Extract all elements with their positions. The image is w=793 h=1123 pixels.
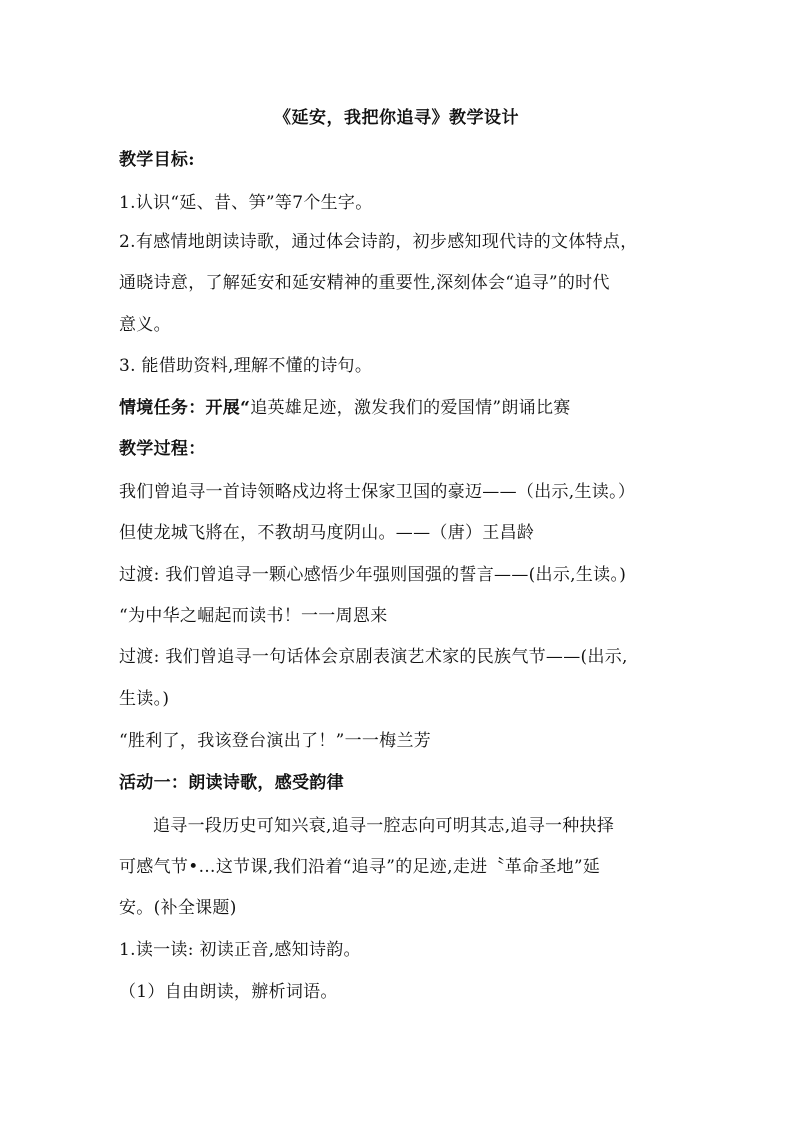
process-paragraph-3: 过渡: 我们曾追寻一颗心感悟少年强则国强的誓言——(出示,生读。) [119, 565, 627, 585]
objectives-heading: 教学目标: [119, 150, 195, 170]
process-paragraph-1: 我们曾追寻一首诗领略戍边将士保家卫国的豪迈——（出示,生读。） [119, 482, 636, 502]
document-title: 《延安，我把你追寻》教学设计 [274, 108, 519, 128]
process-paragraph-2: 但使龙城飞將在，不教胡马度阴山。——（唐）王昌龄 [119, 523, 535, 543]
process-paragraph-5-line-2: 生读。) [119, 689, 170, 709]
activity-1-heading: 活动一：朗读诗歌，感受韵律 [119, 773, 344, 793]
process-paragraph-4: “为中华之崛起而读书！一一周恩来 [119, 606, 388, 626]
step-1-sub: （1）自由朗读，辦析词语。 [119, 982, 338, 1002]
objective-2-line-2: 通晓诗意，了解延安和延安精神的重要性,深刻体会“追寻”的时代 [119, 273, 610, 293]
process-heading: 教学过程： [119, 439, 206, 459]
situational-task-label: 情境任务：开展“ [119, 398, 251, 418]
objective-2-line-1: 2.有感情地朗读诗歌，通过体会诗韵，初步感知现代诗的文体特点， [119, 232, 638, 252]
objective-2-line-3: 意义。 [119, 315, 171, 335]
situational-task-text: 追英雄足迹，激发我们的爱国情”朗诵比赛 [250, 398, 571, 418]
objective-1: 1.认识“延、昔、笋”等7个生字。 [119, 193, 373, 213]
objective-3: 3. 能借助资料,理解不懂的诗句。 [119, 356, 373, 376]
activity-1-line-1: 追寻一段历史可知兴衰,追寻一腔志向可明其志,追寻一种抉择 [153, 816, 615, 836]
process-paragraph-6: “胜利了，我该登台演出了！”一一梅兰芳 [119, 731, 432, 751]
step-1: 1.读一读: 初读正音,感知诗韵。 [119, 940, 361, 960]
process-paragraph-5-line-1: 过渡: 我们曾追寻一句话体会京剧表演艺术家的民族气节——(出示, [119, 647, 628, 667]
activity-1-line-3: 安。(补全课题) [119, 898, 237, 918]
situational-task [119, 396, 689, 420]
activity-1-line-2: 可感气节•…这节课,我们沿着“追寻”的足迹,走进〝革命圣地”延 [119, 857, 601, 877]
